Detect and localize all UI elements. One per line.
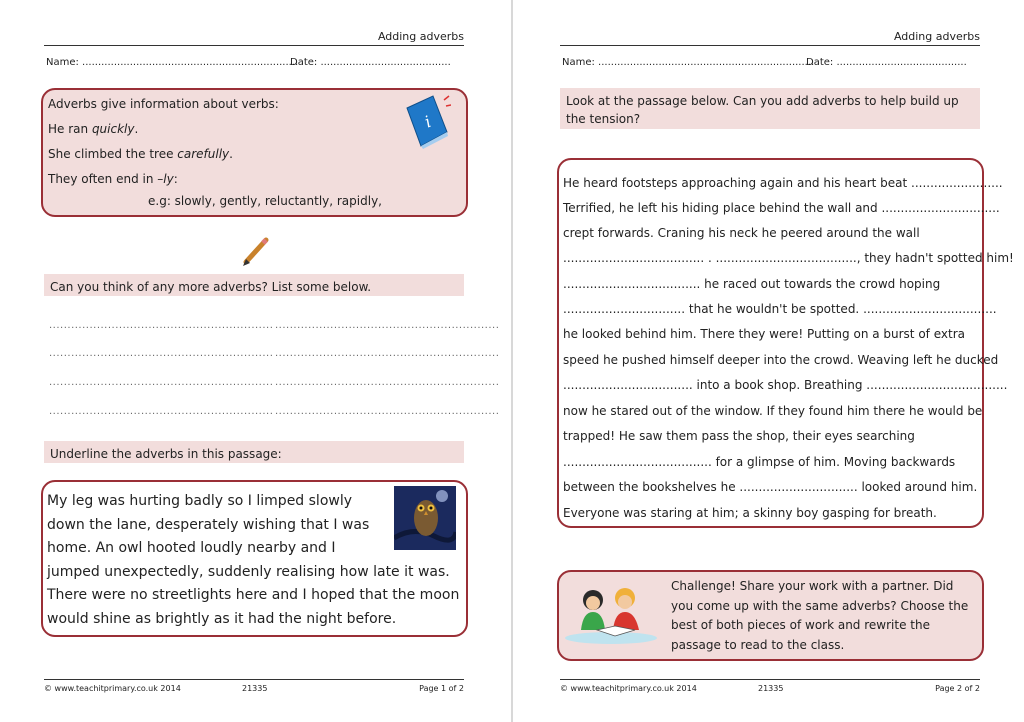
challenge-box <box>557 570 984 661</box>
passage-line: now he stared out of the window. If they found him there he would be <box>563 404 983 418</box>
footer-code: 21335 <box>242 684 268 693</box>
footer-rule <box>560 679 980 680</box>
passage-line: speed he pushed himself deeper into the crowd. Weaving left he ducked <box>563 353 999 367</box>
worksheet-page-2 <box>513 0 1024 722</box>
date-field[interactable]: Date: ......................................... <box>290 57 451 68</box>
answer-line[interactable]: ............................................................. <box>49 377 274 388</box>
question-more-adverbs: Can you think of any more adverbs? List some below. <box>44 274 464 296</box>
owl-passage-box <box>41 480 468 637</box>
footer-site: © www.teachitprimary.co.uk 2014 <box>44 684 181 693</box>
answer-line[interactable]: ............................................................. <box>49 348 274 359</box>
footer-code: 21335 <box>758 684 784 693</box>
passage-line: .................................... he raced out towards the crowd hoping <box>563 277 941 291</box>
header-rule <box>560 45 980 46</box>
adverb-info-box <box>41 88 468 217</box>
passage-line: ................................ that he wouldn't be spotted. ................................... <box>563 302 997 316</box>
passage-line: .................................. into a book shop. Breathing ..................................... <box>563 378 1008 392</box>
answer-line[interactable]: ............................................................. <box>275 320 500 331</box>
challenge-text: Challenge! Share your work with a partner. Did you come up with the same adverbs? Choose the best of both pieces of work and rewrite the passage to read to the class. <box>671 579 969 652</box>
answer-line[interactable]: ............................................................. <box>275 348 500 359</box>
footer-rule <box>44 679 464 680</box>
owl-passage-text: My leg was hurting badly so I limped slowly down the lane, desperately wishing that I was home. An owl hooted loudly nearby and I jumped unexpectedly, suddenly realising how late it was. There were no streetlights here and I hoped that the moon would shine as brightly as it had the night before. <box>47 493 460 627</box>
info-book-icon <box>403 94 451 150</box>
answer-line[interactable]: ............................................................. <box>275 406 500 417</box>
pencil-icon <box>238 236 272 270</box>
passage-instruction: Look at the passage below. Can you add adverbs to help build up the tension? <box>560 88 980 129</box>
footer-page: Page 2 of 2 <box>935 684 980 693</box>
name-field[interactable]: Name: .................................................................... <box>562 57 815 68</box>
header-title: Adding adverbs <box>377 30 464 43</box>
children-reading-picture <box>563 584 659 646</box>
worksheet-page-1 <box>0 0 511 722</box>
answer-line[interactable]: ............................................................. <box>49 320 274 331</box>
passage-line: crept forwards. Craning his neck he peered around the wall <box>563 226 920 240</box>
passage-line: between the bookshelves he ............................... looked around him. <box>563 480 978 494</box>
footer-site: © www.teachitprimary.co.uk 2014 <box>560 684 697 693</box>
passage-line: Everyone was staring at him; a skinny boy gasping for breath. <box>563 506 937 520</box>
info-heading: Adverbs give information about verbs: <box>48 97 279 111</box>
passage-line: He heard footsteps approaching again and his heart beat ........................ <box>563 176 1003 190</box>
passage-line: he looked behind him. There they were! Putting on a burst of extra <box>563 327 965 341</box>
question-underline: Underline the adverbs in this passage: <box>44 441 464 463</box>
passage-line: ..................................... . ....................................., they hadn't spotted him! <box>563 251 1014 265</box>
example-line-1: He ran quickly. <box>48 122 139 136</box>
passage-line: ....................................... for a glimpse of him. Moving backwards <box>563 455 956 469</box>
header-title: Adding adverbs <box>893 30 980 43</box>
answer-line[interactable]: ............................................................. <box>275 377 500 388</box>
passage-line: Terrified, he left his hiding place behind the wall and ............................... <box>563 201 1000 215</box>
example-line-2: She climbed the tree carefully. <box>48 147 233 161</box>
footer-page: Page 1 of 2 <box>419 684 464 693</box>
passage-line: trapped! He saw them pass the shop, their eyes searching <box>563 429 915 443</box>
answer-line[interactable]: ............................................................. <box>49 406 274 417</box>
svg-text:i: i <box>421 111 434 132</box>
tension-passage-box <box>557 158 1014 528</box>
header-rule <box>44 45 464 46</box>
name-field[interactable]: Name: .................................................................... <box>46 57 299 68</box>
example-line-3: They often end in –ly: <box>48 172 178 186</box>
date-field[interactable]: Date: ......................................... <box>806 57 967 68</box>
example-adverbs: e.g: slowly, gently, reluctantly, rapidly, <box>148 194 382 208</box>
